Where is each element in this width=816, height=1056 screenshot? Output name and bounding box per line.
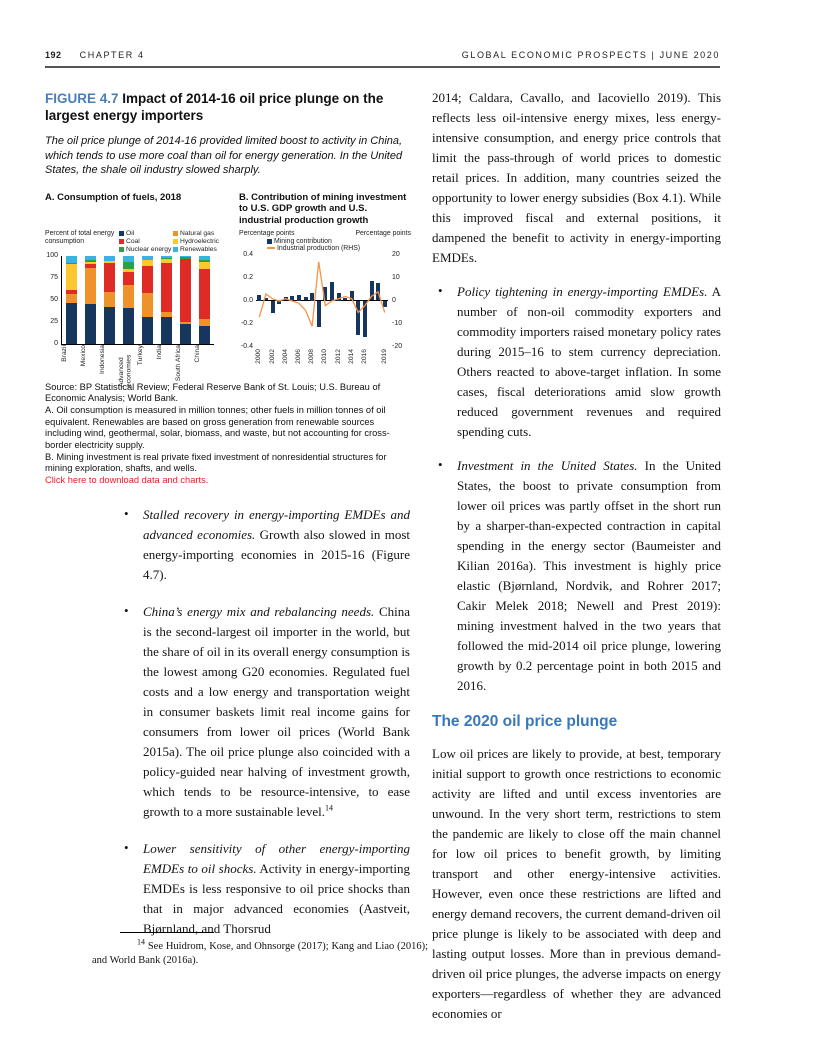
chart-a-plot xyxy=(61,256,214,345)
figure-title-text: Impact of 2014-16 oil price plunge on the largest energy importers xyxy=(45,91,384,123)
stacked-bar-4 xyxy=(142,256,153,344)
paragraph-continuation: 2014; Caldara, Cavallo, and Iacoviello 2019). This reflects less oil-intensive energy mixes, less energy-intensive consumption, and energy price controls that limit the pass-through of world prices to domestic retail prices. In addition, many countries seized the opportunity to lower energy subsidies (Box 4.1). While this improved fiscal and external positions, it dampened the benefit to activity in energy-importing EMDEs. xyxy=(432,90,721,265)
footnote-14 xyxy=(92,932,428,968)
chart-b-yticks-right: 20 10 0 -10 -20 xyxy=(392,250,403,350)
bullet-lower-sensitivity xyxy=(118,839,410,939)
section-heading: The 2020 oil price plunge xyxy=(432,713,618,730)
page-header xyxy=(45,50,720,60)
bullet-stalled-recovery xyxy=(118,505,410,585)
bullet-body: Growth also slowed in most energy-importing economies in 2015-16 (Figure 4.7). xyxy=(143,527,410,582)
stacked-bar-1 xyxy=(85,256,96,344)
stacked-bar-6 xyxy=(180,256,191,344)
figure-title xyxy=(45,90,411,124)
bullet-lead: Lower sensitivity of other energy-importing EMDEs to oil shocks. xyxy=(143,841,410,876)
chart-b-yticks-left: 0.4 0.2 0.0 -0.2 -0.4 xyxy=(240,250,253,350)
figure-4-7 xyxy=(45,90,411,487)
bullet-body: In the United States, the boost to private consumption from lower oil prices was partly offset in the short run by a sharper-than-expected contraction in capital spending in the energy sector (Baumeister and Kilian 2016a). This investment is highly price elastic (Bjørnland, Nordvik, and Rohrer 2017; Cakir Melek 2018; Newell and Prest 2019): mining investment halved in the two years that followed the mid-2014 oil price plunge, lowering growth by 0.2 percentage point in both 2015 and 2016. xyxy=(457,458,721,693)
header-left xyxy=(45,50,145,60)
chart-b-xticks: 2000 2002 2004 2006 2008 2010 2012 2014 2016 2019 xyxy=(255,348,388,364)
bullet-china-energy-mix xyxy=(118,602,410,822)
footnote-text: See Huidrom, Kose, and Ohnsorge (2017); Kang and Liao (2016); and World Bank (2016a). xyxy=(92,941,428,966)
legend-swatch-bar xyxy=(267,239,272,244)
legend-item-industrial-production: Industrial production (RHS) xyxy=(267,245,411,252)
figure-caption: The oil price plunge of 2014-16 provided limited boost to activity in China, which tends to use more coal than oil for energy generation. In the United States, the shale oil industry slowed sharply. xyxy=(45,135,403,176)
chart-a xyxy=(45,192,233,393)
figure-source: Source: BP Statistical Review; Federal Reserve Bank of St. Louis; U.S. Bureau of Economic Analysis; World Bank. xyxy=(45,381,381,404)
chart-b xyxy=(239,192,411,393)
footnote-reference: 14 xyxy=(324,803,333,813)
footnote-marker: 14 xyxy=(137,937,145,947)
bullet-policy-tightening xyxy=(432,282,721,442)
chart-a-legend: Oil Natural gas Coal Hydroelectric Nuclear energy Renewables xyxy=(119,230,233,256)
bullet-body: A number of non-oil commodity exporters and commodity importers raised monetary policy rates during 2015–16 to stem currency depreciation. Others reacted to above-target inflation. In some cases, fiscal deteriorations amid slow growth reduced government revenues and required spending cuts. xyxy=(457,284,721,439)
paragraph-2020-plunge: Low oil prices are likely to provide, at best, temporary initial support to growth once restrictions to economic activity are lifted and until excess inventories are unwound. In the very short term, restrictions to stem the pandemic are likely to close off the main channel for low oil prices to benefit growth, by limiting transport and other energy-intensive activities. However, even once these restrictions are lifted and energy demand recovers, the current demand-driven oil price plunge is likely to be associated with deep and lasting output losses. More than in previous demand-driven oil price plunges, the adverse impacts on energy exporters—regardless of whether they are advanced economies or xyxy=(432,746,721,1021)
bullet-lead: Investment in the United States. xyxy=(457,458,638,473)
stacked-bar-0 xyxy=(66,256,77,344)
chart-a-title: A. Consumption of fuels, 2018 xyxy=(45,191,182,203)
bullet-lead: Stalled recovery in energy-importing EMDEs and advanced economies. xyxy=(143,507,410,542)
figure-charts xyxy=(45,191,411,387)
bullet-investment-us xyxy=(432,456,721,696)
bullet-lead: Policy tightening in energy-importing EMDEs. xyxy=(457,284,708,299)
chart-b-plot xyxy=(256,255,388,347)
header-rule xyxy=(45,66,720,68)
publication-title: GLOBAL ECONOMIC PROSPECTS | JUNE 2020 xyxy=(461,50,720,60)
right-column xyxy=(432,88,721,1038)
left-column xyxy=(118,505,410,956)
chapter-label: CHAPTER 4 xyxy=(79,50,145,60)
figure-notes xyxy=(45,382,411,487)
chart-a-ylabel: Percent of total energy consumption xyxy=(45,229,115,245)
chart-b-ylabel-right: Percentage points xyxy=(355,229,411,237)
stacked-bar-3 xyxy=(123,256,134,344)
figure-note-b: B. Mining investment is real private fixed investment of nonresidential structures for mining exploration, shafts, and wells. xyxy=(45,451,387,474)
figure-label: FIGURE 4.7 xyxy=(45,91,119,106)
footnote-rule xyxy=(120,932,214,933)
stacked-bar-5 xyxy=(161,256,172,344)
stacked-bar-7 xyxy=(199,256,210,344)
bullet-body: China is the second-largest oil importer in the world, but the share of oil in its overall energy consumption is the lowest among G20 economies. Regulated fuel costs and a low energy and transportation weight in consumer baskets limit real income gains for consumers from lower oil prices (World Bank 2015a). The oil price plunge also coincided with a policy-guided near halving of investment growth, which tends to be resource-intensive, to ease growth to a more sustainable level. xyxy=(143,604,411,819)
chart-b-title: B. Contribution of mining investment to U.S. GDP growth and U.S. industrial production growth xyxy=(239,191,407,226)
chart-b-ylabel-left: Percentage points xyxy=(239,229,295,237)
stacked-bar-2 xyxy=(104,256,115,344)
chart-a-yticks: 100 75 50 25 0 xyxy=(46,251,58,347)
download-data-link[interactable]: Click here to download data and charts. xyxy=(45,475,209,486)
bullet-lead: China’s energy mix and rebalancing needs. xyxy=(143,604,375,619)
legend-swatch-line xyxy=(267,247,275,249)
chart-b-legend xyxy=(267,238,411,255)
page-number: 192 xyxy=(45,50,62,60)
chart-a-categories: Brazil Mexico Indonesia Advanced economies Turkey India South Africa China xyxy=(61,344,201,387)
bullet-body: Activity in energy-importing EMDEs is less responsive to oil price shocks than that in major advanced economies (Aastveit, Bjørnland, and Thorsrud xyxy=(143,861,410,936)
legend-item-mining: Mining contribution xyxy=(267,238,411,245)
figure-note-a: A. Oil consumption is measured in million tonnes; other fuels in million tonnes of oil equivalent. Renewables are based on gross generation from renewable sources including wind, geothermal, solar, biomass, and waste, but not accounting for cross-border electricity supply. xyxy=(45,404,390,451)
